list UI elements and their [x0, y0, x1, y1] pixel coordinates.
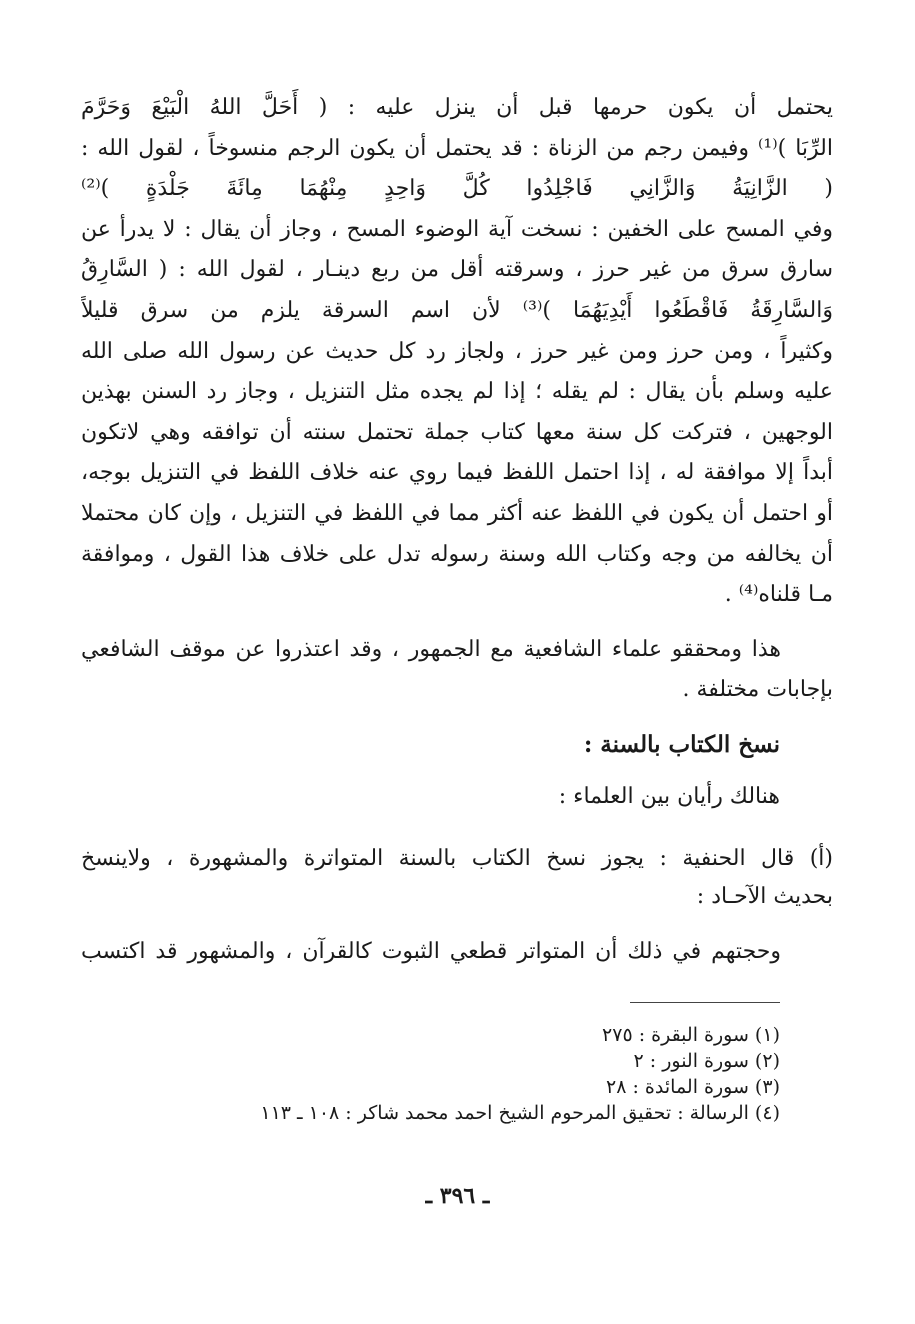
text-line: عليه وسلم بأن يقال : لم يقله ؛ إذا لم يجده مثل التنزيل ، وجاز رد السنن بهذين	[81, 379, 833, 405]
text-line: وكثيراً ، ومن حرز ومن غير حرز ، ولجاز رد كل حديث عن رسول الله صلى الله	[81, 338, 833, 364]
main-paragraph	[81, 88, 833, 616]
text-line: وحجتهم في ذلك أن المتواتر قطعي الثبوت كالقرآن ، والمشهور قد اكتسب	[81, 939, 781, 964]
text-line: مـا قلناه⁽⁴⁾ .	[724, 582, 833, 608]
paragraph-2	[81, 630, 833, 710]
section-heading: نسخ الكتاب بالسنة :	[583, 731, 780, 758]
text-line: سارق سرق من غير حرز ، وسرقته أقل من ربع دينـار ، لقول الله : ( السَّارِقُ	[81, 257, 833, 283]
paragraph-4	[81, 932, 833, 972]
text-line: وَالسَّارِقَةُ فَاقْطَعُوا أَيْدِيَهُمَا )⁽³⁾ لأن اسم السرقة يلزم من سرق قليلاً	[81, 297, 833, 323]
text-line: بإجابات مختلفة .	[682, 677, 833, 702]
text-line: (أ) قال الحنفية : يجوز نسخ الكتاب بالسنة المتواترة والمشهورة ، ولاينسخ	[81, 846, 833, 871]
footnote: (١) سورة البقرة : ٢٧٥	[602, 1024, 780, 1046]
footnote: (٣) سورة المائدة : ٢٨	[606, 1076, 780, 1098]
text-line: الوجهين ، فتركت كل سنة معها كتاب جملة تحتمل سنته أن توافقه وهي لاتكون	[81, 419, 833, 445]
text-line: ( الزَّانِيَةُ وَالزَّانِي فَاجْلِدُوا كُلَّ وَاحِدٍ مِنْهُمَا مِائَةَ جَلْدَةٍ )⁽²⁾	[81, 176, 833, 202]
text-line: أو احتمل أن يكون في اللفظ عنه أكثر مما في اللفظ في التنزيل ، وإن كان محتملا	[81, 500, 833, 526]
paragraph-3	[81, 840, 833, 916]
text-line: بحديث الآحـاد :	[696, 884, 833, 909]
text-line: هذا ومحققو علماء الشافعية مع الجمهور ، وقد اعتذروا عن موقف الشافعي	[81, 637, 781, 662]
text-line: أن يخالفه من وجه وكتاب الله وسنة رسوله تدل على خلاف هذا القول ، وموافقة	[81, 541, 833, 567]
page-number: ـ ٣٩٦ ـ	[425, 1183, 490, 1209]
text-line: يحتمل أن يكون حرمها قبل أن ينزل عليه : ( أَحَلَّ اللهُ الْبَيْعَ وَحَرَّمَ	[81, 95, 833, 120]
footnote-divider	[630, 1002, 780, 1003]
text-line: الرِّبَا )⁽¹⁾ وفيمن رجم من الزناة : قد يحتمل أن يكون الرجم منسوخاً ، لقول الله :	[81, 135, 833, 161]
section-intro-line: هنالك رأيان بين العلماء :	[558, 784, 780, 809]
text-line: أبداً إلا موافقة له ، إذا احتمل اللفظ فيما روي عنه خلاف اللفظ في التنزيل بوجه،	[81, 460, 833, 486]
footnote: (٢) سورة النور : ٢	[633, 1050, 780, 1072]
footnotes	[260, 1022, 780, 1126]
footnote: (٤) الرسالة : تحقيق المرحوم الشيخ احمد محمد شاكر : ١٠٨ ـ ١١٣	[260, 1102, 780, 1124]
text-line: وفي المسح على الخفين : نسخت آية الوضوء المسح ، وجاز أن يقال : لا يدرأ عن	[81, 216, 833, 242]
